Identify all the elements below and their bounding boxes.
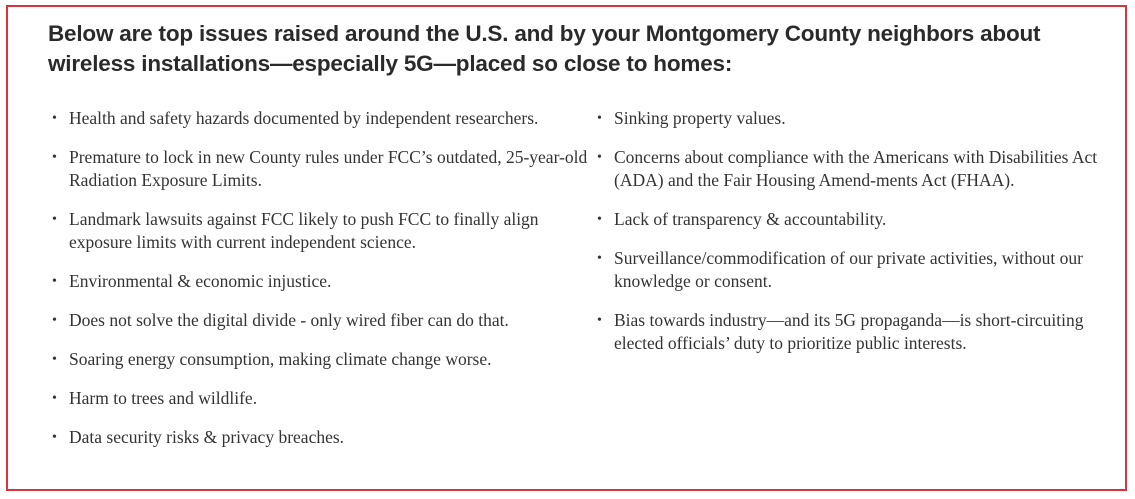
list-item-text: Does not solve the digital divide - only wired fiber can do that. [69, 310, 509, 330]
issues-list-right [593, 107, 1113, 371]
list-item-text: Harm to trees and wildlife. [69, 388, 258, 408]
bullet-icon: • [52, 274, 57, 289]
issues-list-left [48, 107, 598, 465]
issues-panel [6, 5, 1127, 491]
list-item-text: Health and safety hazards documented by independent researchers. [69, 108, 539, 128]
list-item-text: Premature to lock in new County rules under FCC’s outdated, 25-year-old Radiation Exposure Limits. [69, 147, 588, 190]
bullet-icon: • [52, 111, 57, 126]
bullet-icon: • [52, 313, 57, 328]
list-item-text: Landmark lawsuits against FCC likely to push FCC to finally align exposure limits with current independent science. [69, 209, 539, 252]
list-item [48, 107, 598, 130]
bullet-icon: • [597, 212, 602, 227]
list-item-text: Surveillance/commodification of our private activities, without our knowledge or consent. [614, 248, 1083, 291]
bullet-icon: • [597, 313, 602, 328]
list-item-text: Lack of transparency & accountability. [614, 209, 887, 229]
list-item-text: Bias towards industry—and its 5G propaganda—is short-circuiting elected officials’ duty to prioritize public interests. [614, 310, 1084, 353]
page-heading: Below are top issues raised around the U.S. and by your Montgomery County neighbors about wireless installations—especially 5G—placed so close to homes: [48, 21, 1041, 76]
list-item [593, 107, 1113, 130]
bullet-icon: • [52, 352, 57, 367]
bullet-icon: • [597, 150, 602, 165]
list-item [48, 348, 598, 371]
list-item [48, 309, 598, 332]
list-item-text: Concerns about compliance with the Americans with Disabilities Act (ADA) and the Fair Housing Amend-ments Act (FHAA). [614, 147, 1098, 190]
list-item [48, 208, 598, 254]
list-item [48, 426, 598, 449]
list-item [48, 146, 598, 192]
bullet-icon: • [597, 251, 602, 266]
list-item [593, 208, 1113, 231]
list-item [48, 387, 598, 410]
list-item-text: Sinking property values. [614, 108, 786, 128]
bullet-icon: • [52, 212, 57, 227]
list-item [48, 270, 598, 293]
list-item-text: Data security risks & privacy breaches. [69, 427, 345, 447]
list-item-text: Soaring energy consumption, making climate change worse. [69, 349, 492, 369]
bullet-icon: • [52, 430, 57, 445]
bullet-icon: • [597, 111, 602, 126]
list-item [593, 309, 1113, 355]
list-item [593, 146, 1113, 192]
list-item-text: Environmental & economic injustice. [69, 271, 332, 291]
list-item [593, 247, 1113, 293]
bullet-icon: • [52, 150, 57, 165]
bullet-icon: • [52, 391, 57, 406]
